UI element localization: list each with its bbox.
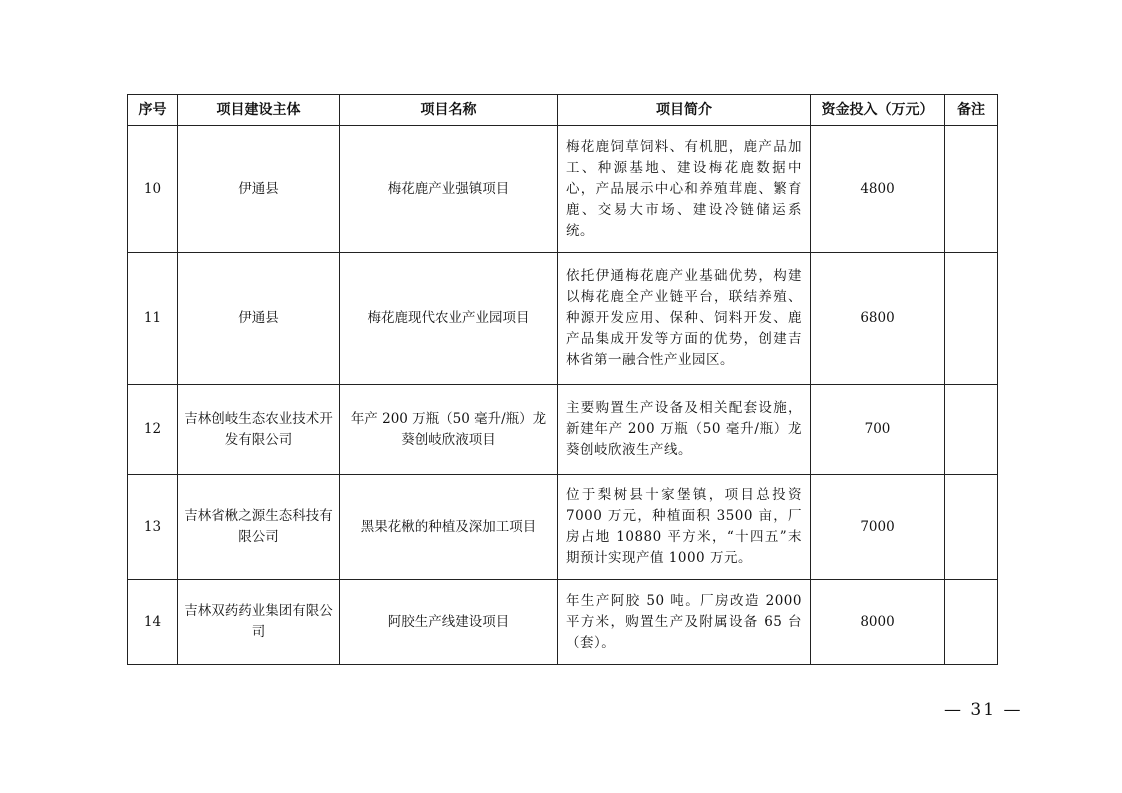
- cell-owner: 伊通县: [178, 253, 340, 385]
- header-remarks: 备注: [945, 95, 998, 126]
- table-row: [128, 253, 998, 385]
- project-table: [127, 94, 998, 665]
- page-number: — 31 —: [944, 700, 1023, 720]
- header-owner: 项目建设主体: [178, 95, 340, 126]
- header-description: 项目简介: [558, 95, 811, 126]
- header-investment: 资金投入（万元）: [811, 95, 945, 126]
- cell-remarks: [945, 475, 998, 580]
- cell-description: 梅花鹿饲草饲料、有机肥，鹿产品加工、种源基地、建设梅花鹿数据中心，产品展示中心和养殖茸鹿、繁育鹿、交易大市场、建设冷链储运系统。: [558, 126, 811, 253]
- cell-description: 依托伊通梅花鹿产业基础优势，构建以梅花鹿全产业链平台，联结养殖、种源开发应用、保种、饲料开发、鹿产品集成开发等方面的优势，创建吉林省第一融合性产业园区。: [558, 253, 811, 385]
- cell-investment: 4800: [811, 126, 945, 253]
- header-project-name: 项目名称: [340, 95, 558, 126]
- cell-project-name: 年产 200 万瓶（50 毫升/瓶）龙葵创岐欣液项目: [340, 385, 558, 475]
- cell-owner: 吉林双药药业集团有限公司: [178, 580, 340, 665]
- cell-index: 11: [128, 253, 178, 385]
- cell-owner: 吉林创岐生态农业技术开发有限公司: [178, 385, 340, 475]
- cell-remarks: [945, 385, 998, 475]
- cell-owner: 吉林省楸之源生态科技有限公司: [178, 475, 340, 580]
- cell-investment: 6800: [811, 253, 945, 385]
- project-table-container: [127, 94, 997, 665]
- cell-remarks: [945, 126, 998, 253]
- table-row: [128, 385, 998, 475]
- cell-project-name: 黑果花楸的种植及深加工项目: [340, 475, 558, 580]
- cell-index: 13: [128, 475, 178, 580]
- cell-description: 主要购置生产设备及相关配套设施，新建年产 200 万瓶（50 毫升/瓶）龙葵创岐欣液生产线。: [558, 385, 811, 475]
- cell-owner: 伊通县: [178, 126, 340, 253]
- cell-description: 年生产阿胶 50 吨。厂房改造 2000 平方米，购置生产及附属设备 65 台（套）。: [558, 580, 811, 665]
- cell-project-name: 阿胶生产线建设项目: [340, 580, 558, 665]
- cell-investment: 700: [811, 385, 945, 475]
- header-index: 序号: [128, 95, 178, 126]
- table-row: [128, 580, 998, 665]
- cell-investment: 8000: [811, 580, 945, 665]
- cell-project-name: 梅花鹿产业强镇项目: [340, 126, 558, 253]
- cell-index: 12: [128, 385, 178, 475]
- cell-index: 10: [128, 126, 178, 253]
- cell-remarks: [945, 253, 998, 385]
- cell-remarks: [945, 580, 998, 665]
- table-header-row: [128, 95, 998, 126]
- cell-investment: 7000: [811, 475, 945, 580]
- cell-project-name: 梅花鹿现代农业产业园项目: [340, 253, 558, 385]
- table-row: [128, 126, 998, 253]
- cell-description: 位于梨树县十家堡镇，项目总投资 7000 万元，种植面积 3500 亩，厂房占地 10880 平方米，“十四五”末期预计实现产值 1000 万元。: [558, 475, 811, 580]
- cell-index: 14: [128, 580, 178, 665]
- table-row: [128, 475, 998, 580]
